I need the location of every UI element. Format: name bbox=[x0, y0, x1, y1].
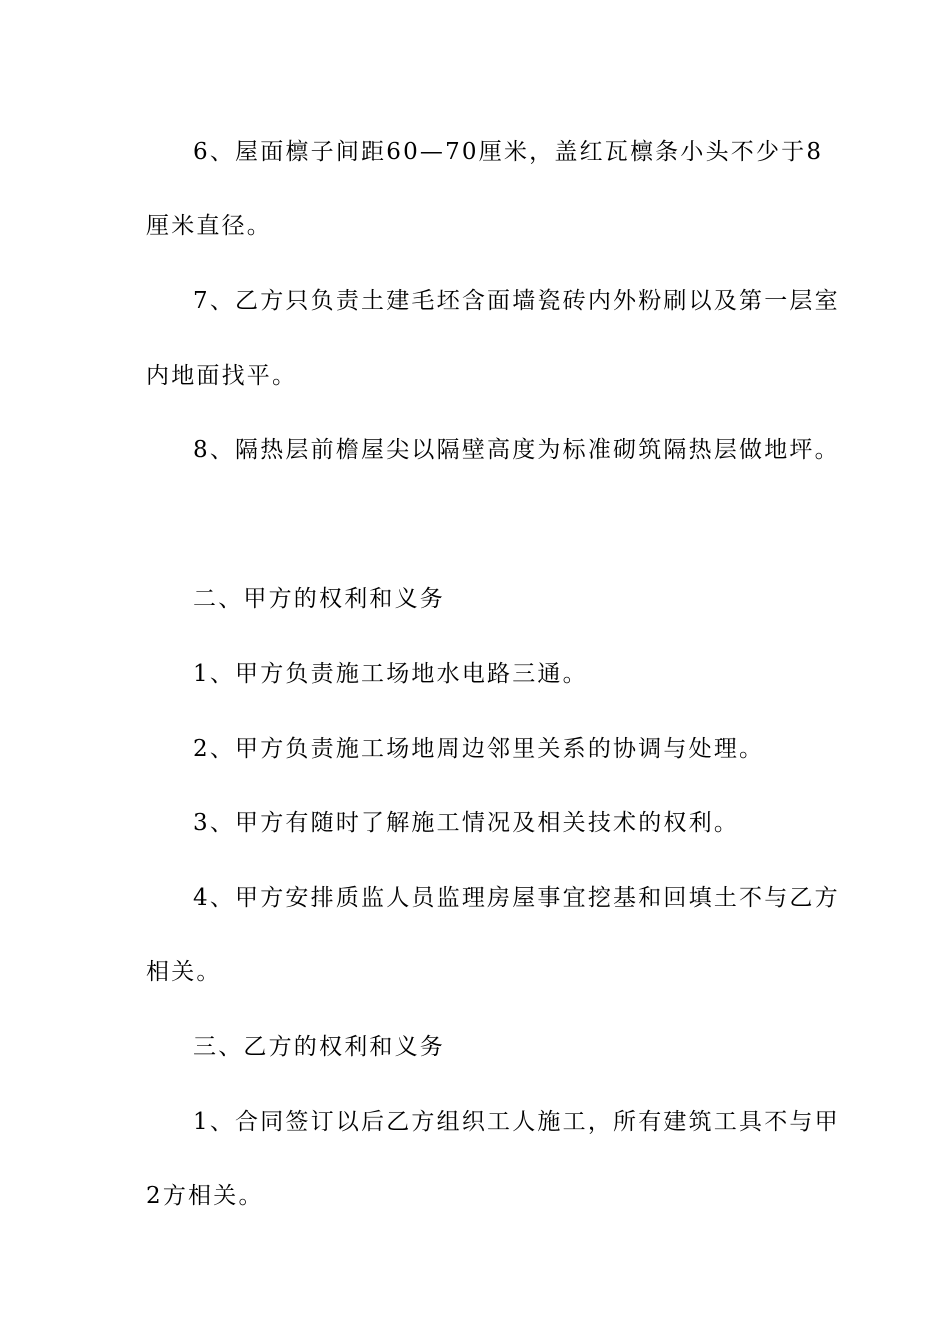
page-number: 2 bbox=[146, 1183, 163, 1209]
paragraph-6-line-1: 6、屋面檩子间距60—70厘米，盖红瓦檩条小头不少于8 bbox=[193, 139, 824, 165]
paragraph-8-line-1: 8、隔热层前檐屋尖以隔壁高度为标准砌筑隔热层做地坪。 bbox=[193, 437, 840, 463]
section-2-item-1: 1、甲方负责施工场地水电路三通。 bbox=[193, 661, 588, 687]
section-2-item-3: 3、甲方有随时了解施工情况及相关技术的权利。 bbox=[193, 810, 740, 836]
paragraph-7-line-2: 内地面找平。 bbox=[146, 363, 298, 389]
section-2-item-2: 2、甲方负责施工场地周边邻里关系的协调与处理。 bbox=[193, 736, 765, 762]
section-2-item-4-line-1: 4、甲方安排质监人员监理房屋事宜挖基和回填土不与乙方 bbox=[193, 885, 840, 911]
paragraph-7-line-1: 7、乙方只负责土建毛坯含面墙瓷砖内外粉刷以及第一层室 bbox=[193, 288, 840, 314]
paragraph-6-line-2: 厘米直径。 bbox=[146, 213, 272, 239]
section-3-item-1-line-1: 1、合同签订以后乙方组织工人施工，所有建筑工具不与甲 bbox=[193, 1109, 840, 1135]
section-2-heading: 二、甲方的权利和义务 bbox=[193, 586, 445, 612]
section-3-item-1-line-2: 方相关。 bbox=[162, 1183, 264, 1209]
last-line-with-page-number bbox=[146, 1181, 264, 1211]
section-2-item-4-line-2: 相关。 bbox=[146, 959, 222, 985]
section-3-heading: 三、乙方的权利和义务 bbox=[193, 1034, 445, 1060]
